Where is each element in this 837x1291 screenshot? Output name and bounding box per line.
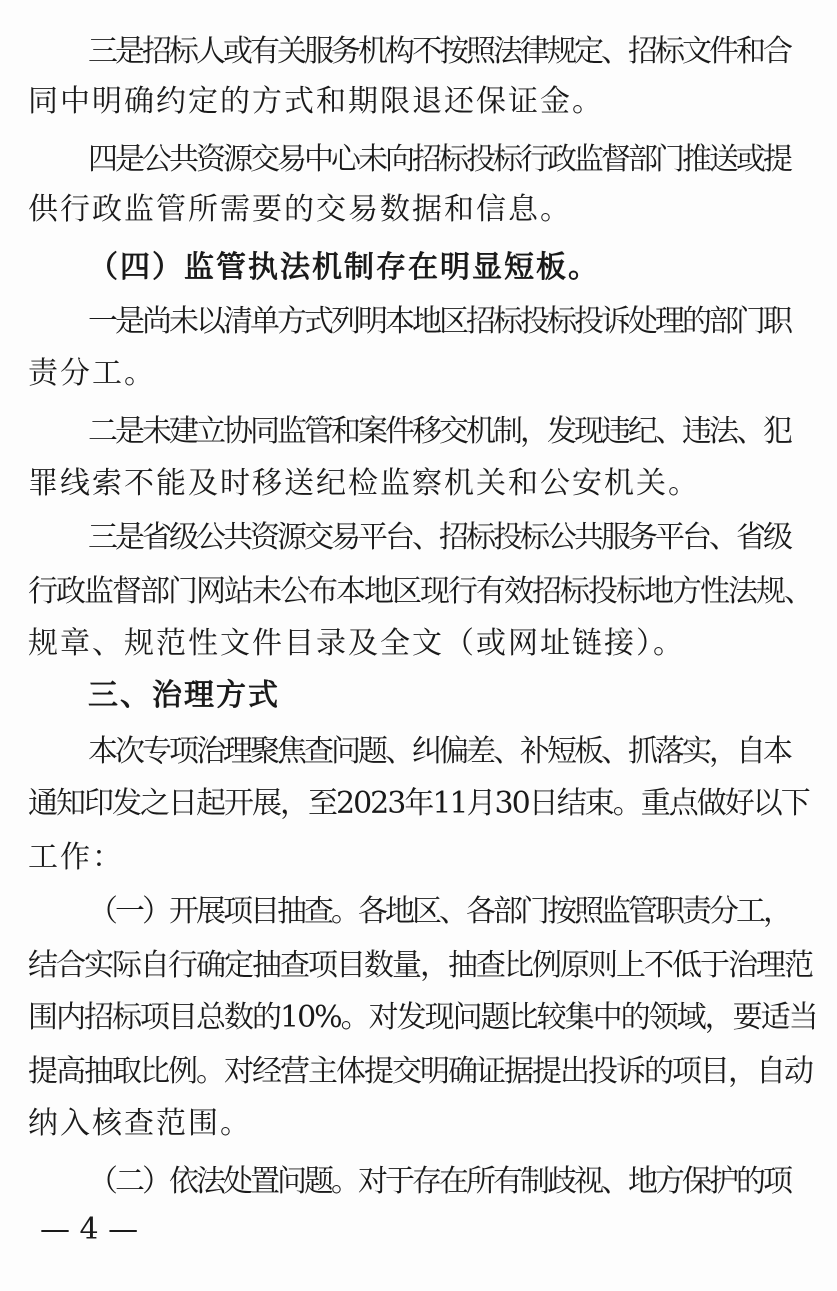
text-line: 行政监督部门网站未公布本地区现行有效招标投标地方性法规、 — [28, 574, 812, 609]
text-line: 二是未建立协同监管和案件移交机制，发现违纪、违法、犯 — [88, 414, 790, 449]
text-line: 三是省级公共资源交易平台、招标投标公共服务平台、省级 — [88, 520, 790, 555]
text-line: 结合实际自行确定抽查项目数量，抽查比例原则上不低于治理范 — [28, 948, 812, 983]
page-number: — 4 — — [40, 1212, 139, 1247]
text-line: 纳入核查范围。 — [28, 1106, 252, 1141]
text-line: 提高抽取比例。对经营主体提交明确证据提出投诉的项目，自动 — [28, 1054, 812, 1089]
text-line: 同中明确约定的方式和期限退还保证金。 — [28, 84, 604, 119]
text-line: 一是尚未以清单方式列明本地区招标投标投诉处理的部门职 — [88, 304, 790, 339]
chapter-heading: 三、治理方式 — [88, 678, 280, 713]
text-line: 规章、规范性文件目录及全文（或网址链接）。 — [28, 626, 685, 661]
text-line: 围内招标项目总数的10%。对发现问题比较集中的领域，要适当 — [28, 1000, 817, 1035]
text-line: （二）依法处置问题。对于存在所有制歧视、地方保护的项 — [88, 1164, 790, 1199]
text-line: 本次专项治理聚焦查问题、纠偏差、补短板、抓落实，自本 — [88, 734, 790, 769]
section-heading: （四）监管执法机制存在明显短板。 — [88, 250, 600, 285]
text-line: 通知印发之日起开展，至2023年11月30日结束。重点做好以下 — [28, 786, 809, 821]
text-line: （一）开展项目抽查。各地区、各部门按照监管职责分工， — [88, 894, 790, 929]
text-line: 三是招标人或有关服务机构不按照法律规定、招标文件和合 — [88, 34, 790, 69]
text-line: 罪线索不能及时移送纪检监察机关和公安机关。 — [28, 466, 700, 501]
text-line: 供行政监管所需要的交易数据和信息。 — [28, 192, 572, 227]
text-line: 工作： — [28, 840, 124, 875]
text-line: 责分工。 — [28, 356, 156, 391]
text-line: 四是公共资源交易中心未向招标投标行政监督部门推送或提 — [88, 142, 790, 177]
